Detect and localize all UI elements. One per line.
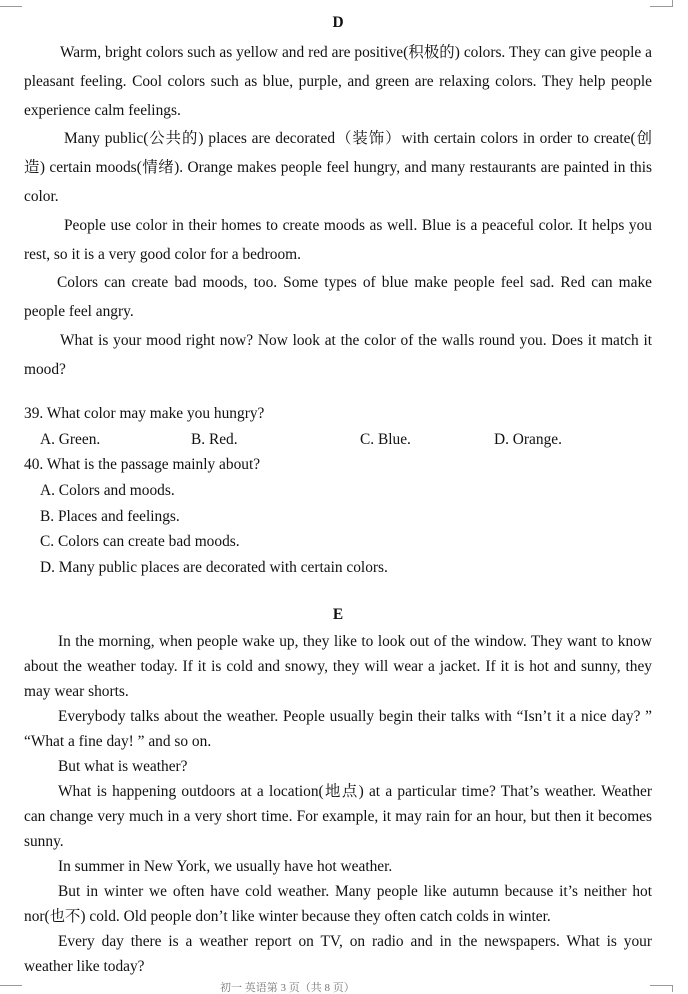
d-paragraph-5: What is your mood right now? Now look at the color of the walls round you. Does it match it mood?: [24, 332, 652, 378]
e-paragraph-2: Everybody talks about the weather. People usually begin their talks with “Isn’t it a nice day? ” “What a fine day! ” and so on.: [24, 708, 652, 750]
e-paragraph-3: But what is weather?: [58, 758, 188, 775]
e-paragraph-6: But in winter we often have cold weather. Many people like autumn because it’s neither hot nor(也不) cold. Old people don’t like winter because they often catch colds in winter.: [24, 883, 652, 925]
question-40-option-d: D. Many public places are decorated with certain colors.: [40, 559, 388, 576]
e-paragraph-4: What is happening outdoors at a location(地点) at a particular time? That’s weather. Weather can change very much in a very short time. For example, it may rain for an hour, but then it becomes sunny.: [24, 783, 652, 850]
crop-mark-bottom-right: [650, 985, 673, 992]
d-paragraph-2: Many public(公共的) places are decorated（装饰）with certain colors in order to create(创造) certain moods(情绪). Orange makes people feel hungry, and many restaurants are painted in this color.: [24, 130, 652, 205]
d-paragraph-1: Warm, bright colors such as yellow and red are positive(积极的) colors. They can give people a pleasant feeling. Cool colors such as blue, purple, and green are relaxing colors. They help people experience calm feelings.: [24, 44, 652, 119]
crop-mark-top-right: [650, 0, 673, 7]
crop-mark-top-left: [0, 0, 22, 7]
crop-mark-bottom-left: [0, 985, 22, 992]
question-40-option-c: C. Colors can create bad moods.: [40, 533, 240, 550]
d-paragraph-3: People use color in their homes to create moods as well. Blue is a peaceful color. It helps you rest, so it is a very good color for a bedroom.: [24, 217, 652, 263]
e-paragraph-7: Every day there is a weather report on TV, on radio and in the newspapers. What is your weather like today?: [24, 933, 652, 975]
e-paragraph-1: In the morning, when people wake up, they like to look out of the window. They want to know about the weather today. If it is cold and snowy, they will wear a jacket. If it is hot and sunny, they may wear shorts.: [24, 633, 652, 700]
question-39-stem: 39. What color may make you hungry?: [24, 405, 265, 422]
question-39-option-d: D. Orange.: [494, 431, 562, 448]
question-40-stem: 40. What is the passage mainly about?: [24, 456, 261, 473]
d-paragraph-4: Colors can create bad moods, too. Some types of blue make people feel sad. Red can make people feel angry.: [24, 274, 652, 320]
section-d-heading: D: [332, 14, 344, 31]
section-e-heading: E: [332, 606, 344, 623]
question-39-option-a: A. Green.: [40, 431, 101, 448]
question-39-option-c: C. Blue.: [360, 431, 411, 448]
page-footer: 初一 英语第 3 页（共 8 页）: [220, 982, 355, 994]
e-paragraph-5: In summer in New York, we usually have hot weather.: [58, 858, 393, 875]
question-40-option-b: B. Places and feelings.: [40, 508, 180, 525]
question-39-option-b: B. Red.: [191, 431, 238, 448]
question-40-option-a: A. Colors and moods.: [40, 482, 175, 499]
